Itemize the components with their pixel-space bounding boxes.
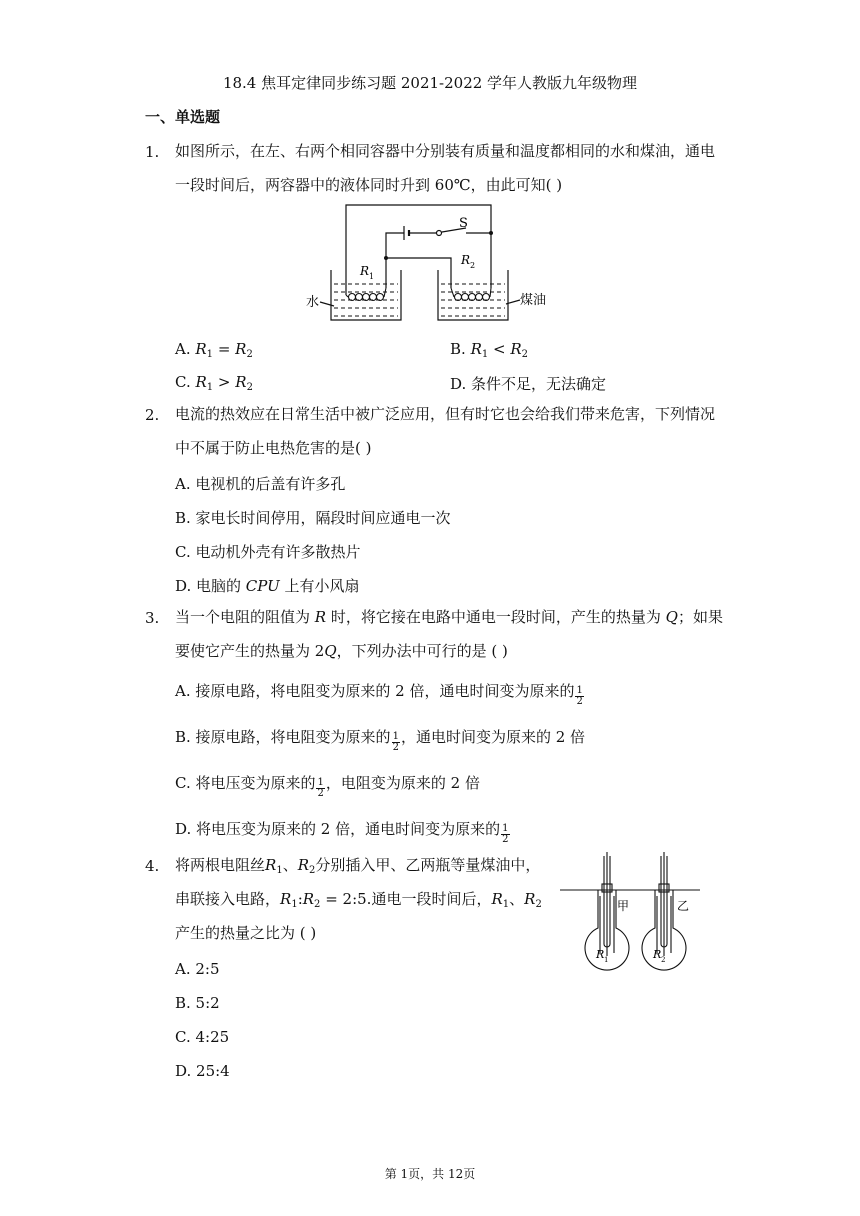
question-4-option-b: B. 5:2: [175, 994, 220, 1012]
question-4-option-a: A. 2:5: [175, 960, 220, 978]
question-2-option-b: B. 家电长时间停用，隔段时间应通电一次: [175, 509, 451, 527]
question-2-line-2: 中不属于防止电热危害的是( ): [175, 439, 372, 457]
question-4-line-3: 产生的热量之比为 ( ): [175, 924, 317, 942]
r1-label-sub: 1: [369, 272, 375, 281]
question-3-option-d: D. 将电压变为原来的 2 倍，通电时间变为原来的 $\frac{1}{2}$: [175, 820, 509, 845]
flask-r1-label: R: [596, 948, 605, 961]
question-3-line-2: 要使它产生的热量为 2Q，下列办法中可行的是 ( ): [175, 642, 508, 660]
fraction-one-half: $\frac{1}{2}$: [502, 823, 509, 845]
question-4-number: 4.: [145, 857, 160, 875]
flask-jia-label: 甲: [617, 899, 630, 913]
flask-r2-sub: 2: [661, 956, 666, 964]
question-4-line-2: 串联接入电路，$R_1:R_2$ = 2:5.通电一段时间后，$R_1$、$R_2$: [175, 890, 542, 910]
question-2-option-a: A. 电视机的后盖有许多孔: [175, 475, 346, 493]
question-4-line-1: 将两根电阻丝$R_1$、$R_2$分别插入甲、乙两瓶等量煤油中，: [175, 856, 541, 876]
question-3-number: 3.: [145, 609, 160, 627]
r1-label: R: [360, 264, 370, 278]
question-3-option-b: B. 接原电路，将电阻变为原来的 $\frac{1}{2}$ ，通电时间变为原来的 2 倍: [175, 728, 586, 753]
fraction-one-half: $\frac{1}{2}$: [317, 777, 324, 799]
oil-label: 煤油: [520, 293, 547, 308]
flask-yi-label: 乙: [677, 899, 690, 913]
question-4-option-c: C. 4:25: [175, 1028, 230, 1046]
question-4-option-d: D. 25:4: [175, 1062, 230, 1080]
question-2-line-1: 电流的热效应在日常生活中被广泛应用，但有时它也会给我们带来危害，下列情况: [175, 405, 716, 423]
question-1-option-b: B. $R_1 < R_2$: [450, 340, 529, 360]
page-title: 18.4 焦耳定律同步练习题 2021-2022 学年人教版九年级物理: [222, 74, 638, 92]
flask-r1-sub: 1: [604, 956, 609, 964]
question-1-option-c: C. $R_1 > R_2$: [175, 373, 253, 393]
question-1-circuit-figure: [306, 200, 547, 330]
question-2-option-d: D. 电脑的 CPU 上有小风扇: [175, 577, 360, 595]
question-4-flask-figure: [560, 848, 700, 978]
flask-r2-label: R: [653, 948, 662, 961]
switch-label: S: [459, 216, 468, 231]
section-heading: 一、单选题: [145, 108, 221, 126]
r2-label: R: [461, 253, 471, 267]
question-1-line-2: 一段时间后，两容器中的液体同时升到 60℃，由此可知( ): [175, 176, 563, 194]
question-3-line-1: 当一个电阻的阻值为 R 时，将它接在电路中通电一段时间，产生的热量为 Q；如果: [175, 608, 723, 626]
question-1-option-a: A. $R_1 = R_2$: [175, 340, 253, 360]
fraction-one-half: $\frac{1}{2}$: [392, 731, 399, 753]
page-footer: 第 1页，共 12页: [384, 1167, 476, 1181]
question-1-number: 1.: [145, 143, 160, 161]
fraction-one-half: $\frac{1}{2}$: [576, 685, 583, 707]
question-1-line-1: 如图所示，在左、右两个相同容器中分别装有质量和温度都相同的水和煤油，通电: [175, 142, 716, 160]
water-label: 水: [306, 295, 320, 310]
question-1-option-d: D. 条件不足，无法确定: [450, 375, 607, 393]
question-3-option-c: C. 将电压变为原来的 $\frac{1}{2}$ ，电阻变为原来的 2 倍: [175, 774, 480, 799]
question-2-option-c: C. 电动机外壳有许多散热片: [175, 543, 361, 561]
r2-label-sub: 2: [470, 261, 476, 270]
question-3-option-a: A. 接原电路，将电阻变为原来的 2 倍，通电时间变为原来的 $\frac{1}{2}$: [175, 682, 583, 707]
question-2-number: 2.: [145, 406, 160, 424]
